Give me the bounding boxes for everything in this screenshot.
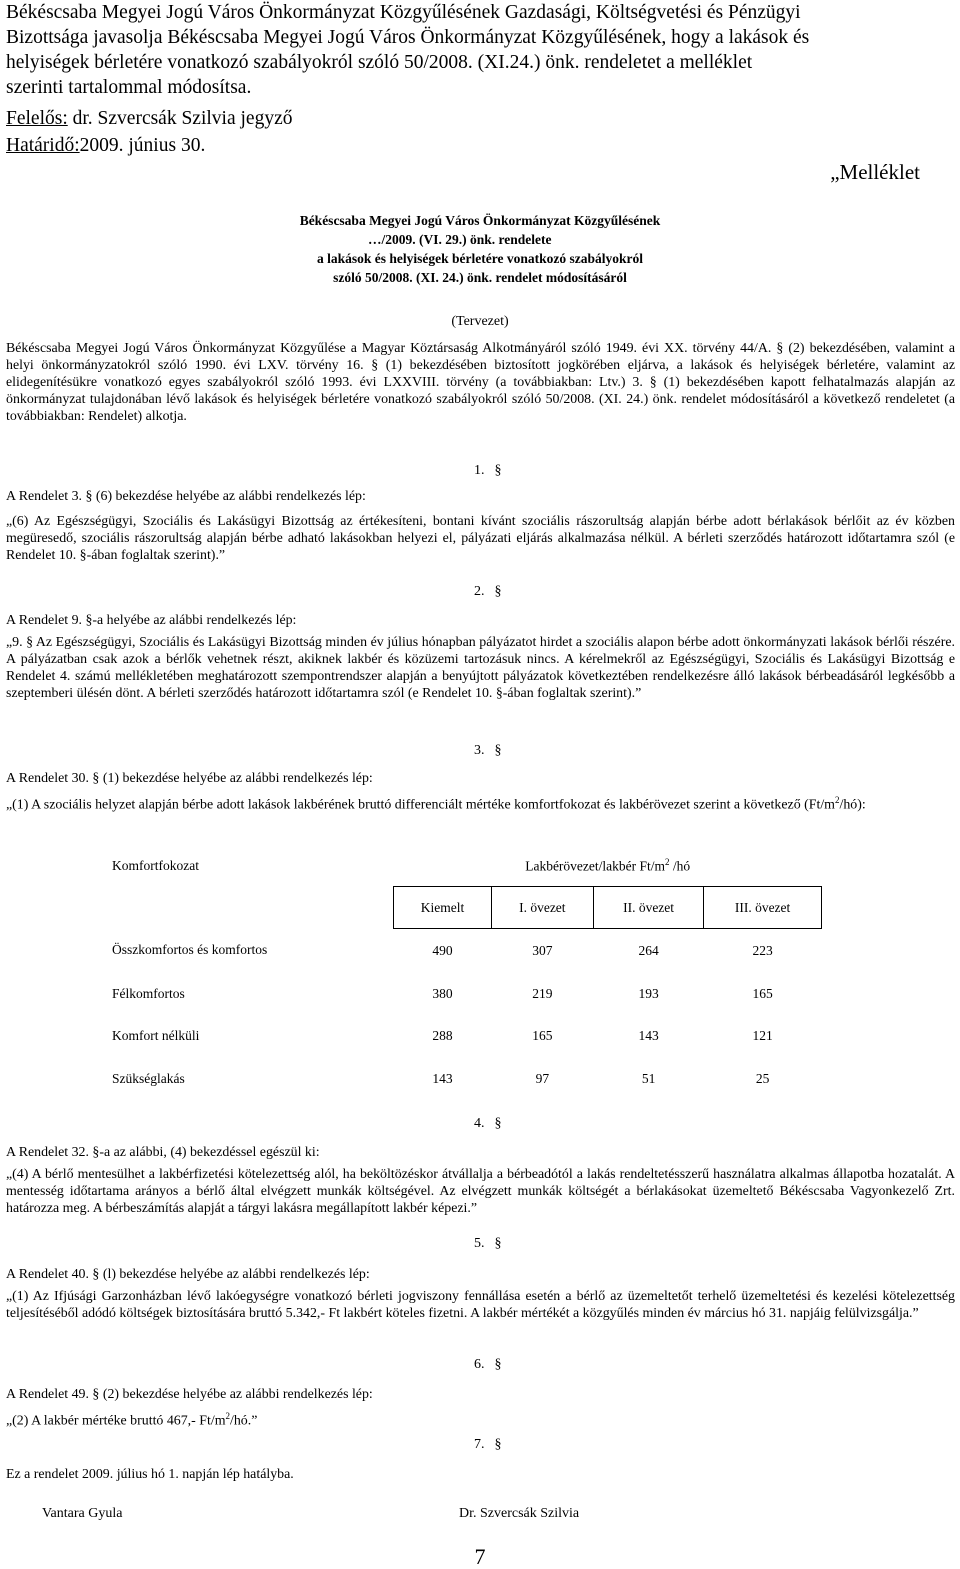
intro-line: Bizottsága javasolja Békéscsaba Megyei Jogú Város Önkormányzat Közgyűlésének, hogy a lakások és [6, 27, 810, 48]
rent-table [106, 845, 822, 1101]
draft-label: (Tervezet) [451, 314, 509, 329]
section-intro: A Rendelet 40. § (l) bekezdése helyébe az alábbi rendelkezés lép: [6, 1267, 370, 1282]
row-label: Szükséglakás [112, 1071, 185, 1087]
intro-paragraph [6, 0, 956, 100]
section-number: 5. [474, 1236, 485, 1251]
table-header-left: Komfortfokozat [112, 857, 199, 873]
section-sign: § [494, 463, 502, 478]
section-text-tail: /hó): [839, 797, 866, 813]
zone-header: III. övezet [704, 887, 822, 929]
table-cell: 264 [638, 942, 659, 958]
decree-title-line: Békéscsaba Megyei Jogú Város Önkormányzat Közgyűlésének [299, 213, 661, 228]
section-number: 1. [474, 463, 485, 478]
signature-left: Vantara Gyula [42, 1506, 123, 1521]
section-heading [474, 743, 502, 759]
signature-right: Dr. Szvercsák Szilvia [459, 1506, 580, 1521]
section-intro: Ez a rendelet 2009. július hó 1. napján lép hatályba. [6, 1467, 294, 1482]
table-header-group: Lakbérövezet/lakbér $Ft/m^2$ /hó [525, 856, 691, 874]
section-number: 3. [474, 743, 485, 758]
superscript: 2 [665, 856, 670, 867]
section-text-main: „(2) A lakbér mértéke bruttó 467,- Ft/m [6, 1413, 226, 1429]
table-cell: 288 [432, 1028, 453, 1044]
annex-label: „Melléklet [830, 160, 920, 184]
table-cell: 219 [532, 985, 553, 1001]
table-row [106, 887, 822, 929]
section-heading [474, 1437, 502, 1453]
section-text [6, 792, 955, 814]
section-sign: § [494, 584, 502, 599]
table-cell: 143 [638, 1028, 659, 1044]
deadline-label: Határidő: [6, 135, 80, 156]
section-intro: A Rendelet 49. § (2) bekezdése helyébe az alábbi rendelkezés lép: [6, 1387, 373, 1402]
section-text-tail: /hó.” [230, 1413, 258, 1429]
section-text: „(6) Az Egészségügyi, Szociális és Lakásügyi Bizottság az értékesíteni, bontani kívánt szociális rászorultság alapján bérbe adott bérlakások bérlőit az év közben megüresedő, szociális rászorultság alapján bérbe adható lakásokban helyezi el, pályázati eljárás alkalmazása nélkül. A bérleti szerződés határozott időtartamra szól (e Rendelet 10. §-ában foglaltak szerint).” [6, 514, 955, 563]
superscript: 2 [835, 795, 840, 805]
responsible-line [6, 106, 292, 131]
table-row [106, 972, 822, 1015]
deadline-value: 2009. június 30. [79, 135, 206, 156]
deadline-line [6, 133, 205, 158]
zone-header: I. övezet [491, 887, 593, 929]
section-heading [474, 1357, 502, 1373]
row-label: Félkomfortos [112, 985, 185, 1001]
section-sign: § [494, 1116, 502, 1131]
section-heading [474, 463, 502, 479]
section-sign: § [494, 1236, 502, 1251]
decree-title-line: …/2009. (VI. 29.) önk. rendelete [368, 232, 552, 247]
table-cell: 165 [752, 985, 773, 1001]
row-label: Összkomfortos és komfortos [112, 942, 268, 958]
section-intro: A Rendelet 9. §-a helyébe az alábbi rendelkezés lép: [6, 613, 297, 628]
decree-title-line: a lakások és helyiségek bérletére vonatkozó szabályokról [317, 251, 643, 266]
decree-title [0, 211, 960, 287]
section-sign: § [494, 1437, 502, 1452]
decree-title-line: szóló 50/2008. (XI. 24.) önk. rendelet módosításáról [333, 270, 627, 285]
table-row [106, 1015, 822, 1057]
section-number: 6. [474, 1357, 485, 1372]
section-intro: A Rendelet 32. §-a az alábbi, (4) bekezdéssel egészül ki: [6, 1145, 320, 1160]
table-cell: 193 [638, 985, 659, 1001]
section-text-main: „(1) A szociális helyzet alapján bérbe adott lakások lakbérének bruttó differenciált mértéke komfortfokozat és lakbérövezet szerint a következő (Ft/m [6, 797, 835, 813]
section-number: 7. [474, 1437, 485, 1452]
table-row [106, 929, 822, 973]
table-cell: 121 [752, 1028, 773, 1044]
section-sign: § [494, 743, 502, 758]
section-text: „9. § Az Egészségügyi, Szociális és Lakásügyi Bizottság minden év július hónapban pályázatot hirdet a szociális alapon bérbe adott önkormányzati lakások bérlői részére. A pályázatban csak azok a bérlők vehetnek részt, akiknek lakbér és közüzemi tartozásuk nincs. A kérelmekről az Egészségügyi, Szociális és Lakásügyi Bizottság e Rendelet 4. számú mellékletében meghatározott szempontrendszer alapján a benyújtott pályázatok következtében rendelkezésre álló lakások bérbeadásáról legkésőbb a szeptemberi ülésén dönt. A bérleti szerződés határozott időtartamra szól (e Rendelet 10. §-ában foglaltak szerint).” [6, 635, 955, 701]
section-intro: A Rendelet 3. § (6) bekezdése helyébe az alábbi rendelkezés lép: [6, 489, 366, 504]
section-sign: § [494, 1357, 502, 1372]
table-cell-empty [106, 887, 394, 929]
intro-line: Békéscsaba Megyei Jogú Város Önkormányzat Közgyűlésének Gazdasági, Költségvetési és Pénzügyi [6, 2, 801, 23]
table-cell: 380 [432, 985, 453, 1001]
section-number: 2. [474, 584, 485, 599]
zone-header: II. övezet [594, 887, 704, 929]
table-row [106, 1057, 822, 1101]
row-label: Komfort nélküli [112, 1028, 200, 1044]
zone-header: Kiemelt [394, 887, 491, 929]
intro-line: helyiségek bérletére vonatkozó szabályokról szóló 50/2008. (XI.24.) önk. rendeletet a melléklet [6, 52, 753, 73]
responsible-label: Felelős: [6, 108, 68, 129]
table-row [106, 845, 822, 887]
table-cell: 490 [432, 942, 453, 958]
section-heading [474, 1236, 502, 1252]
section-text: „(4) A bérlő mentesülhet a lakbérfizetési kötelezettség alól, ha beköltözéskor átvállalja a bérbeadótól a lakás rendeltetésszerű használatra alkalmas állapotba hozatalát. A mentesség időtartama arányos a bérlő által elvégzett munkák költségével. Az elvégzett munkák költségét a bérlakásokat üzemeltető Békéscsaba Vagyonkezelő Zrt. határozza meg. A bérbeszámítás alapját a tárgyi lakásra megállapított lakbér képezi.” [6, 1167, 955, 1216]
table-cell: 307 [532, 942, 553, 958]
section-text: „(1) Az Ifjúsági Garzonházban lévő lakóegységre vonatkozó bérleti jogviszony fennállása esetén a bérlő az üzemeltetőt terhelő üzemeltetési és kezelési kötelezettség teljesítéséből adódó költségek biztosítására bruttó 5.342,- Ft lakbért köteles fizetni. A lakbér mértékét a közgyűlés minden év március hó 31. napjáig felülvizsgálja.” [6, 1289, 955, 1321]
intro-line: szerinti tartalommal módosítsa. [6, 77, 252, 98]
section-number: 4. [474, 1116, 485, 1131]
table-cell: 165 [532, 1028, 553, 1044]
table-cell: 25 [755, 1071, 770, 1087]
table-cell: 143 [432, 1071, 453, 1087]
section-text [6, 1408, 955, 1430]
responsible-value: dr. Szvercsák Szilvia jegyző [67, 108, 293, 129]
table-cell: 223 [752, 942, 773, 958]
preamble: Békéscsaba Megyei Jogú Város Önkormányzat Közgyűlése a Magyar Köztársaság Alkotmányáról szóló 1949. évi XX. törvény 44/A. § (2) bekezdésében, valamint a helyi önkormányzatokról szóló 1990. évi LXV. törvény 16. § (1) bekezdésében biztosított jogkörében eljárva, a lakások és helyiségek bérletére, valamint az elidegenítésükre vonatkozó egyes szabályokról szóló 1993. évi LXXVIII. törvény (a továbbiakban: Ltv.) 3. § (1) bekezdésében kapott felhatalmazás alapján az önkormányzat tulajdonában lévő lakások és helyiségek bérletére vonatkozó szabályokról szóló 50/2008. (XI. 24.) önk. rendelet módosításáról a következő rendeletet (a továbbiakban: Rendelet) alkotja. [6, 341, 955, 424]
section-intro: A Rendelet 30. § (1) bekezdése helyébe az alábbi rendelkezés lép: [6, 771, 373, 786]
section-heading [474, 584, 502, 600]
section-heading [474, 1116, 502, 1132]
table-cell: 51 [641, 1071, 656, 1087]
page-number: 7 [474, 1544, 486, 1569]
superscript: 2 [225, 1411, 230, 1421]
table-cell: 97 [535, 1071, 550, 1087]
